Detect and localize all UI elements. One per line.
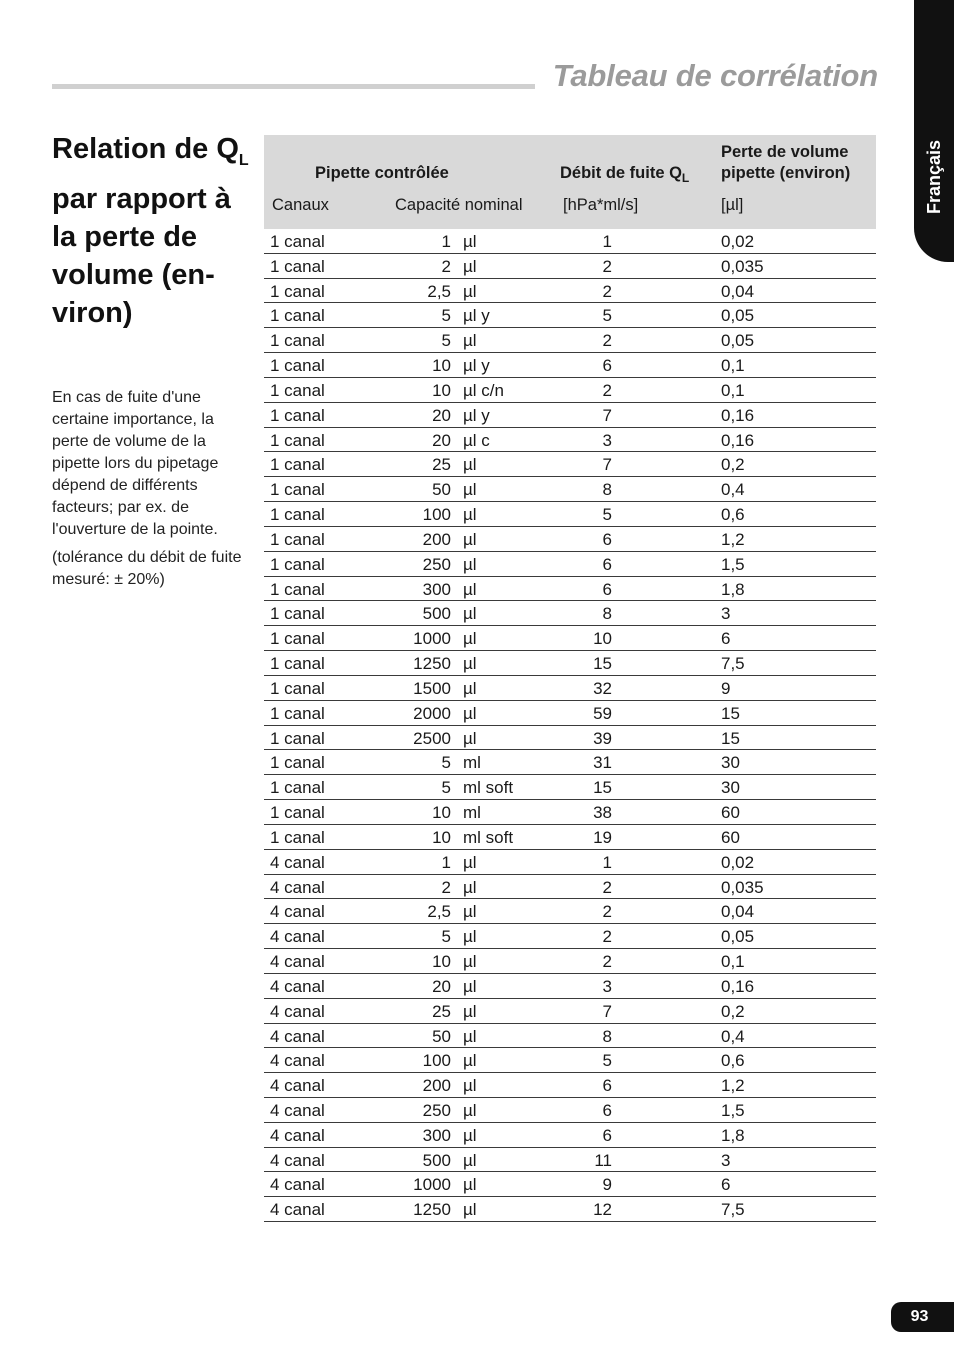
cell-unit: µl (463, 976, 477, 996)
cell-loss: 0,02 (721, 852, 755, 872)
cell-loss: 3 (721, 604, 731, 624)
table-row (264, 875, 876, 900)
cell-unit: µl (463, 1200, 477, 1220)
table-row (264, 1048, 876, 1073)
cell-unit: µl (463, 927, 477, 947)
table-row (264, 1073, 876, 1098)
cell-rate: 31 (593, 753, 612, 773)
cell-capacity: 5 (441, 306, 451, 326)
table-row (264, 974, 876, 999)
description-paragraph: En cas de fuite d'une certaine importance, la perte de volume de la pipette lors du pipetage dépend de différents facteurs; par ex. de l'ouverture de la pointe. (52, 389, 219, 538)
cell-channels: 1 canal (270, 703, 325, 723)
cell-capacity: 10 (432, 827, 451, 847)
cell-channels: 1 canal (270, 654, 325, 674)
cell-capacity: 25 (432, 1001, 451, 1021)
table-row (264, 1172, 876, 1197)
cell-unit: ml soft (463, 827, 514, 847)
table-row (264, 800, 876, 825)
table-row (264, 477, 876, 502)
table-row (264, 601, 876, 626)
page-title: Tableau de corrélation (552, 58, 878, 93)
cell-capacity: 100 (422, 1051, 451, 1071)
cell-loss: 1,8 (721, 1125, 745, 1145)
table-row (264, 899, 876, 924)
cell-unit: µl (463, 604, 477, 624)
cell-channels: 1 canal (270, 803, 325, 823)
table-row (264, 527, 876, 552)
language-tab-label: Français (924, 139, 944, 214)
cell-unit: µl (463, 554, 477, 574)
table-row (264, 452, 876, 477)
cell-channels: 4 canal (270, 852, 325, 872)
header-rate-title-text: Débit de fuite Q (560, 164, 682, 182)
cell-rate: 6 (602, 554, 612, 574)
cell-unit: µl (463, 877, 477, 897)
cell-loss: 0,05 (721, 306, 755, 326)
cell-capacity: 50 (432, 480, 451, 500)
cell-loss: 0,035 (721, 877, 764, 897)
cell-rate: 5 (602, 1051, 612, 1071)
cell-channels: 1 canal (270, 331, 325, 351)
cell-loss: 15 (721, 703, 740, 723)
cell-channels: 4 canal (270, 1200, 325, 1220)
cell-rate: 2 (602, 952, 612, 972)
cell-rate: 3 (602, 976, 612, 996)
cell-unit: µl (463, 952, 477, 972)
cell-capacity: 1 (441, 232, 451, 251)
cell-unit: µl (463, 505, 477, 525)
cell-loss: 1,5 (721, 554, 745, 574)
cell-channels: 1 canal (270, 405, 325, 425)
cell-loss: 30 (721, 753, 740, 773)
cell-unit: µl (463, 579, 477, 599)
cell-rate: 2 (602, 902, 612, 922)
cell-unit: µl (463, 331, 477, 351)
cell-channels: 1 canal (270, 629, 325, 649)
table-row (264, 279, 876, 304)
cell-channels: 1 canal (270, 430, 325, 450)
cell-loss: 1,2 (721, 1076, 745, 1096)
cell-loss: 6 (721, 629, 731, 649)
cell-capacity: 1000 (413, 629, 451, 649)
language-tab (914, 0, 954, 262)
header-col-rate-unit: [hPa*ml/s] (563, 196, 639, 214)
cell-capacity: 5 (441, 753, 451, 773)
header-loss-title-1: Perte de volume (721, 143, 849, 161)
section-title-post: par rapport à la perte de volume (en-viron) (52, 183, 231, 329)
cell-capacity: 1000 (413, 1175, 451, 1195)
cell-channels: 4 canal (270, 1125, 325, 1145)
table-row (264, 428, 876, 453)
table-row (264, 726, 876, 751)
cell-rate: 5 (602, 505, 612, 525)
cell-channels: 4 canal (270, 1076, 325, 1096)
cell-rate: 6 (602, 1100, 612, 1120)
header-group-pipette: Pipette contrôlée (315, 164, 449, 182)
cell-capacity: 250 (422, 1100, 451, 1120)
table-row (264, 1123, 876, 1148)
page-number: 93 (891, 1302, 954, 1332)
cell-rate: 8 (602, 1026, 612, 1046)
cell-loss: 1,5 (721, 1100, 745, 1120)
cell-unit: µl (463, 1026, 477, 1046)
header-col-loss-unit: [µl] (721, 196, 744, 214)
header-rate-subscript: L (681, 171, 690, 185)
table-row (264, 328, 876, 353)
cell-unit: µl (463, 232, 477, 251)
cell-loss: 0,02 (721, 232, 755, 251)
cell-unit: µl (463, 1001, 477, 1021)
cell-unit: µl (463, 1100, 477, 1120)
table-row (264, 1197, 876, 1222)
cell-capacity: 10 (432, 803, 451, 823)
header-col-capacity: Capacité nominal (395, 196, 523, 214)
cell-channels: 4 canal (270, 1175, 325, 1195)
cell-unit: µl (463, 1175, 477, 1195)
cell-rate: 3 (602, 430, 612, 450)
cell-rate: 39 (593, 728, 612, 748)
cell-channels: 1 canal (270, 678, 325, 698)
cell-rate: 12 (593, 1200, 612, 1220)
cell-loss: 1,2 (721, 529, 745, 549)
cell-rate: 9 (602, 1175, 612, 1195)
cell-loss: 0,16 (721, 976, 755, 996)
cell-loss: 0,2 (721, 1001, 745, 1021)
header-rule (52, 84, 535, 89)
header-rate-title (560, 164, 689, 185)
cell-capacity: 25 (432, 455, 451, 475)
table-row (264, 378, 876, 403)
table-row (264, 1098, 876, 1123)
cell-rate: 59 (593, 703, 612, 723)
cell-rate: 2 (602, 380, 612, 400)
table-row (264, 1148, 876, 1173)
cell-rate: 32 (593, 678, 612, 698)
cell-channels: 4 canal (270, 902, 325, 922)
cell-capacity: 250 (422, 554, 451, 574)
cell-channels: 4 canal (270, 927, 325, 947)
cell-channels: 1 canal (270, 232, 325, 251)
table-row (264, 1024, 876, 1049)
cell-loss: 1,8 (721, 579, 745, 599)
cell-unit: µl (463, 852, 477, 872)
cell-rate: 15 (593, 778, 612, 798)
cell-rate: 2 (602, 331, 612, 351)
cell-loss: 7,5 (721, 1200, 745, 1220)
cell-channels: 1 canal (270, 579, 325, 599)
table-row (264, 775, 876, 800)
cell-unit: µl c/n (463, 380, 504, 400)
cell-capacity: 2 (441, 256, 451, 276)
cell-rate: 2 (602, 927, 612, 947)
tolerance-note: (tolérance du débit de fuite mesuré: ± 20%) (52, 549, 242, 588)
cell-loss: 0,1 (721, 356, 745, 376)
cell-rate: 1 (602, 852, 612, 872)
section-title-subscript: L (238, 152, 249, 169)
cell-unit: ml soft (463, 778, 514, 798)
cell-rate: 38 (593, 803, 612, 823)
cell-loss: 0,16 (721, 430, 755, 450)
cell-unit: µl (463, 480, 477, 500)
table-header (264, 135, 876, 229)
cell-channels: 1 canal (270, 480, 325, 500)
cell-capacity: 20 (432, 976, 451, 996)
cell-rate: 2 (602, 877, 612, 897)
cell-unit: µl (463, 629, 477, 649)
cell-capacity: 5 (441, 778, 451, 798)
cell-unit: µl (463, 678, 477, 698)
cell-unit: µl (463, 455, 477, 475)
cell-capacity: 20 (432, 405, 451, 425)
cell-capacity: 10 (432, 952, 451, 972)
cell-loss: 0,04 (721, 902, 755, 922)
cell-loss: 0,16 (721, 405, 755, 425)
cell-capacity: 2500 (413, 728, 451, 748)
cell-unit: ml (463, 803, 481, 823)
cell-capacity: 2,5 (427, 902, 451, 922)
table-row (264, 750, 876, 775)
cell-unit: µl (463, 529, 477, 549)
cell-unit: µl (463, 902, 477, 922)
cell-capacity: 2 (441, 877, 451, 897)
cell-capacity: 1250 (413, 1200, 451, 1220)
cell-rate: 15 (593, 654, 612, 674)
cell-loss: 0,1 (721, 952, 745, 972)
cell-loss: 0,035 (721, 256, 764, 276)
cell-rate: 7 (602, 405, 612, 425)
cell-loss: 0,6 (721, 1051, 745, 1071)
cell-rate: 6 (602, 529, 612, 549)
cell-channels: 1 canal (270, 827, 325, 847)
table-row (264, 254, 876, 279)
cell-capacity: 5 (441, 927, 451, 947)
cell-loss: 0,4 (721, 1026, 745, 1046)
cell-channels: 1 canal (270, 529, 325, 549)
cell-channels: 1 canal (270, 505, 325, 525)
cell-capacity: 200 (422, 529, 451, 549)
cell-loss: 3 (721, 1150, 731, 1170)
cell-channels: 1 canal (270, 455, 325, 475)
cell-channels: 1 canal (270, 306, 325, 326)
cell-loss: 7,5 (721, 654, 745, 674)
cell-capacity: 1 (441, 852, 451, 872)
cell-rate: 6 (602, 1125, 612, 1145)
cell-channels: 4 canal (270, 877, 325, 897)
table-row (264, 552, 876, 577)
cell-loss: 6 (721, 1175, 731, 1195)
cell-rate: 6 (602, 1076, 612, 1096)
cell-capacity: 5 (441, 331, 451, 351)
cell-loss: 60 (721, 803, 740, 823)
cell-channels: 1 canal (270, 256, 325, 276)
cell-channels: 4 canal (270, 952, 325, 972)
cell-capacity: 1500 (413, 678, 451, 698)
cell-loss: 0,6 (721, 505, 745, 525)
cell-channels: 1 canal (270, 604, 325, 624)
cell-capacity: 50 (432, 1026, 451, 1046)
table-row (264, 999, 876, 1024)
cell-unit: µl (463, 728, 477, 748)
table-row (264, 701, 876, 726)
header-loss-title-2: pipette (environ) (721, 164, 851, 182)
table-row (264, 229, 876, 254)
cell-rate: 1 (602, 232, 612, 251)
cell-unit: µl y (463, 306, 490, 326)
cell-capacity: 10 (432, 380, 451, 400)
table-row (264, 676, 876, 701)
cell-rate: 2 (602, 256, 612, 276)
cell-capacity: 500 (422, 604, 451, 624)
table-row (264, 949, 876, 974)
cell-capacity: 1250 (413, 654, 451, 674)
cell-rate: 7 (602, 1001, 612, 1021)
cell-capacity: 500 (422, 1150, 451, 1170)
table-row (264, 825, 876, 850)
cell-channels: 4 canal (270, 1150, 325, 1170)
table-body (264, 229, 876, 1222)
cell-capacity: 2000 (413, 703, 451, 723)
header-col-channels: Canaux (272, 196, 329, 214)
cell-channels: 1 canal (270, 778, 325, 798)
cell-rate: 10 (593, 629, 612, 649)
cell-capacity: 100 (422, 505, 451, 525)
cell-channels: 1 canal (270, 753, 325, 773)
cell-rate: 6 (602, 579, 612, 599)
cell-capacity: 200 (422, 1076, 451, 1096)
cell-unit: µl y (463, 405, 490, 425)
cell-loss: 0,05 (721, 927, 755, 947)
cell-rate: 7 (602, 455, 612, 475)
cell-loss: 15 (721, 728, 740, 748)
cell-unit: µl c (463, 430, 490, 450)
cell-loss: 0,05 (721, 331, 755, 351)
cell-channels: 1 canal (270, 380, 325, 400)
cell-capacity: 2,5 (427, 281, 451, 301)
cell-rate: 8 (602, 604, 612, 624)
section-description (52, 387, 252, 597)
cell-capacity: 10 (432, 356, 451, 376)
table-row (264, 403, 876, 428)
cell-unit: µl (463, 1051, 477, 1071)
cell-channels: 4 canal (270, 1001, 325, 1021)
section-title-pre: Relation de Q (52, 133, 239, 165)
cell-unit: ml (463, 753, 481, 773)
cell-channels: 1 canal (270, 554, 325, 574)
cell-channels: 4 canal (270, 1051, 325, 1071)
cell-loss: 0,2 (721, 455, 745, 475)
cell-channels: 4 canal (270, 1100, 325, 1120)
cell-unit: µl (463, 256, 477, 276)
cell-loss: 0,4 (721, 480, 745, 500)
cell-loss: 0,04 (721, 281, 755, 301)
cell-loss: 9 (721, 678, 731, 698)
cell-rate: 11 (594, 1150, 612, 1170)
table-row (264, 502, 876, 527)
cell-channels: 1 canal (270, 356, 325, 376)
cell-loss: 60 (721, 827, 740, 847)
table-row (264, 651, 876, 676)
cell-rate: 2 (602, 281, 612, 301)
table-row (264, 924, 876, 949)
table-row (264, 353, 876, 378)
cell-rate: 6 (602, 356, 612, 376)
cell-channels: 4 canal (270, 1026, 325, 1046)
cell-unit: µl (463, 703, 477, 723)
cell-unit: µl y (463, 356, 490, 376)
cell-rate: 8 (602, 480, 612, 500)
cell-capacity: 300 (422, 1125, 451, 1145)
table-row (264, 626, 876, 651)
cell-channels: 4 canal (270, 976, 325, 996)
table-row (264, 850, 876, 875)
cell-unit: µl (463, 1150, 477, 1170)
cell-channels: 1 canal (270, 281, 325, 301)
cell-unit: µl (463, 1076, 477, 1096)
section-title (52, 130, 252, 332)
table-row (264, 303, 876, 328)
cell-capacity: 20 (432, 430, 451, 450)
cell-loss: 30 (721, 778, 740, 798)
cell-rate: 5 (602, 306, 612, 326)
table-row (264, 577, 876, 602)
cell-loss: 0,1 (721, 380, 745, 400)
cell-unit: µl (463, 1125, 477, 1145)
cell-unit: µl (463, 654, 477, 674)
cell-capacity: 300 (422, 579, 451, 599)
cell-unit: µl (463, 281, 477, 301)
cell-rate: 19 (593, 827, 612, 847)
cell-channels: 1 canal (270, 728, 325, 748)
